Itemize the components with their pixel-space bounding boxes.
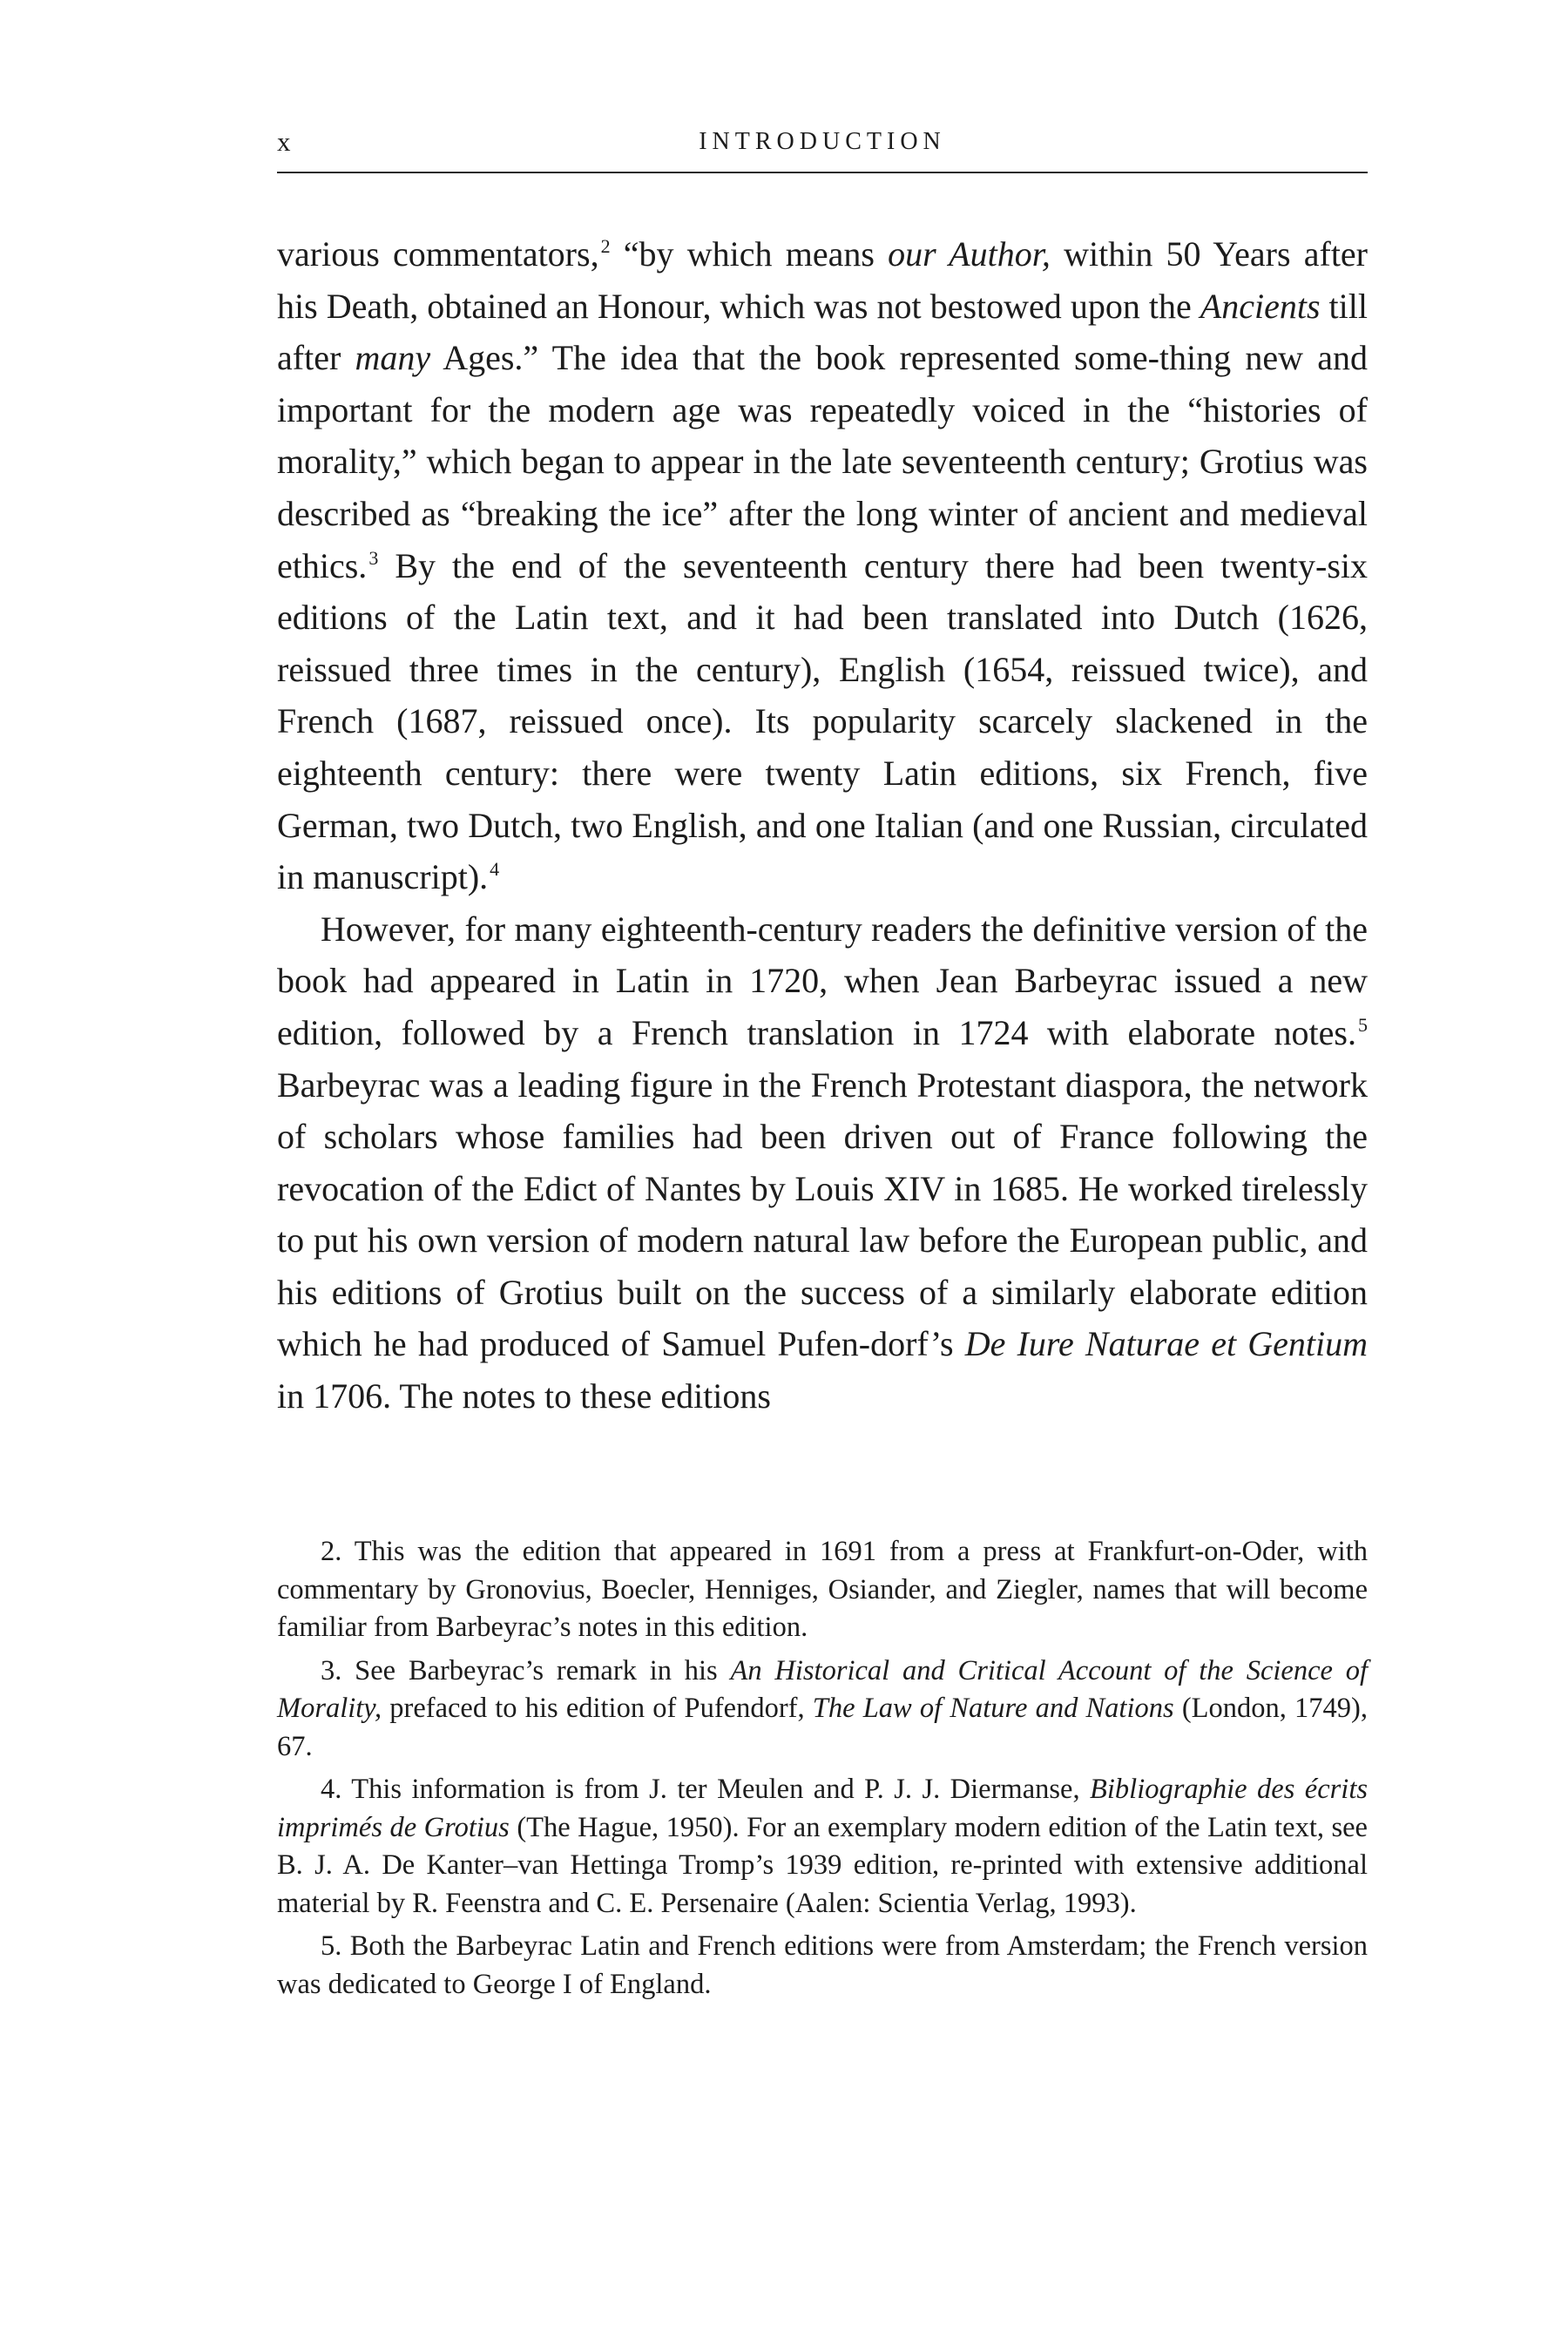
footnote-ref-5: 5	[1358, 1013, 1368, 1036]
footnotes	[277, 1533, 1368, 2009]
footnote-5: 5. Both the Barbeyrac Latin and French editions were from Amsterdam; the French version was dedicated to George I of England.	[277, 1930, 1368, 2000]
italic-run: Ancients	[1200, 286, 1321, 326]
footnote-3	[277, 1652, 1368, 1767]
text-run: 3. See Barbeyrac’s remark in his	[321, 1654, 731, 1686]
text-run: “by which means	[610, 234, 889, 274]
running-head	[277, 126, 1368, 173]
footnote-2: 2. This was the edition that appeared in 1691 from a press at Frankfurt-on-Oder, with commentary by Gronovius, Boecler, Henniges, Osiander, and Ziegler, names that will become familiar from Barbeyrac’s notes in this edition.	[277, 1536, 1368, 1643]
text-run: Ages.” The idea that the book represented some-thing new and important for the modern age was repeatedly voiced in the “histories of morality,” which began to appear in the late seventeenth century; Grotius was described as “breaking the ice” after the long winter of ancient and medieval ethics.	[277, 338, 1368, 585]
text-run: (The Hague, 1950). For an exemplary modern edition of the Latin text, see B. J. A. De Kanter–van Hettinga Tromp’s 1939 edition, re-printed with extensive additional material by R. Feenstra and C. E. Persenaire (Aalen: Scientia Verlag, 1993).	[277, 1811, 1368, 1919]
italic-run: The Law of Nature and Nations	[812, 1693, 1174, 1724]
text-run: prefaced to his edition of Pufendorf,	[382, 1693, 813, 1724]
italic-run: our Author,	[888, 234, 1051, 274]
italic-run: many	[355, 338, 431, 378]
page-number: x	[277, 126, 293, 157]
text-run: By the end of the seventeenth century there had been twenty-six editions of the Latin text, and it had been translated into Dutch (1626, reissued three times in the century), English (1654, reissued twice), and French (1687, reissued once). Its popularity scarcely slackened in the eighteenth century: there were twenty Latin editions, six French, five German, two Dutch, two English, and one Italian (and one Russian, circulated in manuscript).	[277, 545, 1368, 897]
italic-run: Bibliographie des écrits imprimés de Grotius	[277, 1774, 1369, 1843]
text-run: in 1706. The notes to these editions	[277, 1376, 771, 1416]
text-run: 4. This information is from J. ter Meulen and P. J. J. Diermanse,	[321, 1774, 1091, 1805]
italic-run: De Iure Naturae et Gentium	[964, 1324, 1369, 1364]
footnote-ref-2: 2	[600, 235, 611, 257]
footnote-4	[277, 1771, 1368, 1923]
paragraph-2	[277, 903, 1368, 1423]
footnote-ref-4: 4	[490, 858, 500, 881]
paragraph-1	[277, 228, 1368, 903]
text-run: However, for many eighteenth-century readers the definitive version of the book had appeared in Latin in 1720, when Jean Barbeyrac issued a new edition, followed by a French translation in 1724 with elaborate notes.	[277, 909, 1368, 1052]
body-text	[277, 228, 1368, 1423]
text-run: (London, 1749), 67.	[277, 1693, 1369, 1762]
italic-run: An Historical and Critical Account of the Science of Morality,	[277, 1654, 1369, 1724]
text-run: Barbeyrac was a leading figure in the French Protestant diaspora, the network of scholars whose families had been driven out of France following the revocation of the Edict of Nantes by Louis XIV in 1685. He worked tirelessly to put his own version of modern natural law before the European public, and his editions of Grotius built on the success of a similarly elaborate edition which he had produced of Samuel Pufen-dorf’s	[277, 1064, 1368, 1364]
running-title: INTRODUCTION	[699, 128, 946, 155]
text-run: various commentators,	[277, 234, 599, 274]
text-run: within 50 Years after his Death, obtained an Honour, which was not bestowed upon the	[277, 234, 1369, 326]
footnote-ref-3: 3	[368, 546, 379, 569]
text-run: till after	[277, 286, 1369, 378]
